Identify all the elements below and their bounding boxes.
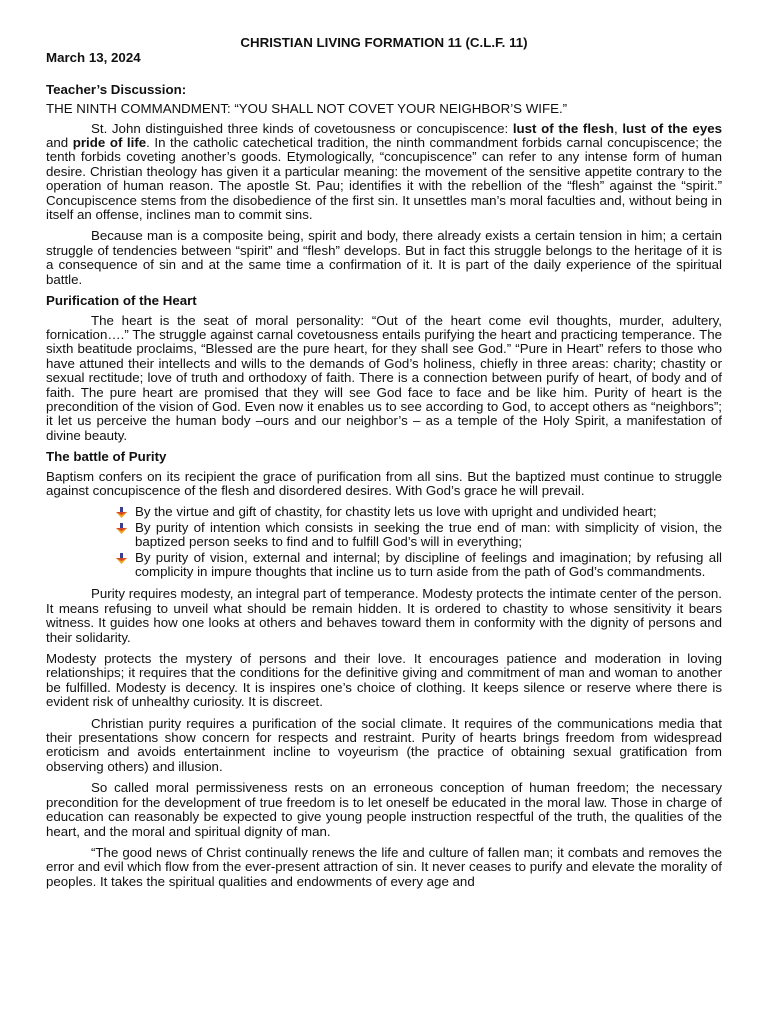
p1-bold-pride-life: pride of life xyxy=(72,135,147,151)
down-arrow-bullet-icon xyxy=(116,523,127,534)
paragraph-covetousness xyxy=(46,122,722,223)
paragraph-permissiveness: So called moral permissiveness rests on an erroneous conception of human freedom; the necessary precondition for the development of true freedom is to let oneself be educated in the moral law. Those in charge of education can reasonably be expected to give young people instruction respectful of the truth, the qualities of the heart, and the moral and spiritual dignity of man. xyxy=(46,780,722,839)
paragraph-modesty-2: Modesty protects the mystery of persons and their love. It encourages patience and moderation in loving relationships; it requires that the conditions for the definitive giving and commitment of man and woman to another be fulfilled. Modesty is decency. It is inspires one’s choice of clothing. It keeps silence or reserve where there is evident risk of unhealthy curiosity. It is discreet. xyxy=(46,651,722,710)
down-arrow-bullet-icon xyxy=(116,507,127,518)
p1-bold-lust-flesh: lust of the flesh xyxy=(512,120,614,136)
document-page xyxy=(46,36,722,896)
document-date: March 13, 2024 xyxy=(46,50,141,66)
paragraph-baptism: Baptism confers on its recipient the grace of purification from all sins. But the baptized must continue to struggle against concupiscence of the flesh and disordered desires. With God’s grace he will prevail. xyxy=(46,468,722,498)
paragraph-modesty-1: Purity requires modesty, an integral part of temperance. Modesty protects the intimate center of the person. It means refusing to unveil what should be remain hidden. It is ordered to chastity to whose sensitivity it bears witness. It guides how one looks at others and behaves toward them in conformity with the dignity of persons and their solidarity. xyxy=(46,586,722,645)
p1-text-3: and xyxy=(46,135,73,151)
paragraph-social-climate: Christian purity requires a purification of the social climate. It requires of the communications media that their presentations show concern for respects and restraint. Purity of hearts brings freedom from widespread eroticism and avoids entertainment incline to voyeurism (the practice of obtaining sexual gratification from observing others) and illusion. xyxy=(46,715,722,774)
bullet-text: By the virtue and gift of chastity, for chastity lets us love with upright and undivided heart; xyxy=(135,504,657,520)
p1-bold-lust-eyes: lust of the eyes xyxy=(622,120,723,136)
purity-bullet-list xyxy=(46,505,722,579)
down-arrow-bullet-icon xyxy=(116,553,127,564)
bullet-text: By purity of intention which consists in seeking the true end of man: with simplicity of vision, the baptized person seeks to find and to fulfill God’s will in everything; xyxy=(135,519,722,550)
paragraph-heart: The heart is the seat of moral personality: “Out of the heart come evil thoughts, murder, adultery, fornication….” The struggle against carnal covetousness entails purifying the heart and practicing temperance. The sixth beatitude proclaims, “Blessed are the pure heart, for they shall see God.” “Pure in Heart” refers to those who have attuned their intellects and wills to the demands of God’s holiness, chiefly in three areas: charity; chastity or sexual rectitude; love of truth and orthodoxy of faith. There is a connection between purify of heart, of body and of faith. The pure heart are promised that they will see God face to face and be like him. Purity of heart is the precondition of the vision of God. Even now it enables us to see according to God, to accept others as “neighbors”; it let us perceive the human body –ours and our neighbor’s – as a temple of the Holy Spirit, a manifestation of divine beauty. xyxy=(46,312,722,443)
paragraph-composite-being: Because man is a composite being, spirit and body, there already exists a certain tension in him; a certain struggle of tendencies between “spirit” and “flesh” develops. But in fact this struggle belongs to the heritage of it is a consequence of sin and at the same time a confirmation of it. It is part of the daily experience of the spiritual battle. xyxy=(46,228,722,287)
paragraph-good-news: “The good news of Christ continually renews the life and culture of fallen man; it combats and removes the error and evil which flow from the ever-present attraction of sin. It never ceases to purify and elevate the morality of peoples. It takes the spiritual qualities and endowments of every age and xyxy=(46,844,722,889)
list-item xyxy=(116,505,722,519)
section-label: Teacher’s Discussion: xyxy=(46,81,187,97)
heading-purification: Purification of the Heart xyxy=(46,293,197,309)
document-title: CHRISTIAN LIVING FORMATION 11 (C.L.F. 11) xyxy=(240,35,528,50)
list-item xyxy=(116,521,722,550)
commandment-heading: THE NINTH COMMANDMENT: “YOU SHALL NOT COVET YOUR NEIGHBOR’S WIFE.” xyxy=(46,101,568,117)
list-item xyxy=(116,551,722,580)
heading-battle: The battle of Purity xyxy=(46,449,167,465)
p1-text-1: St. John distinguished three kinds of covetousness or concupiscence: xyxy=(91,120,513,136)
p1-text-4: . In the catholic catechetical tradition, the ninth commandment forbids carnal concupiscence; the tenth forbids coveting another’s goods. Etymologically, “concupiscence” can refer to any intense form of human desire. Christian theology has given it a particular meaning: the movement of the sensitive appetite contrary to the operation of human reason. The apostle St. Pau; identifies it with the rebellion of the “flesh” against the “spirit.” Concupiscence stems from the disobedience of the first sin. It unsettles man’s moral faculties and, without being in itself an offense, inclines man to commit sins. xyxy=(46,135,722,223)
p1-text-2: , xyxy=(613,120,623,136)
bullet-text: By purity of vision, external and internal; by discipline of feelings and imagination; by refusing all complicity in impure thoughts that incline us to turn aside from the path of God’s commandments. xyxy=(135,549,722,579)
